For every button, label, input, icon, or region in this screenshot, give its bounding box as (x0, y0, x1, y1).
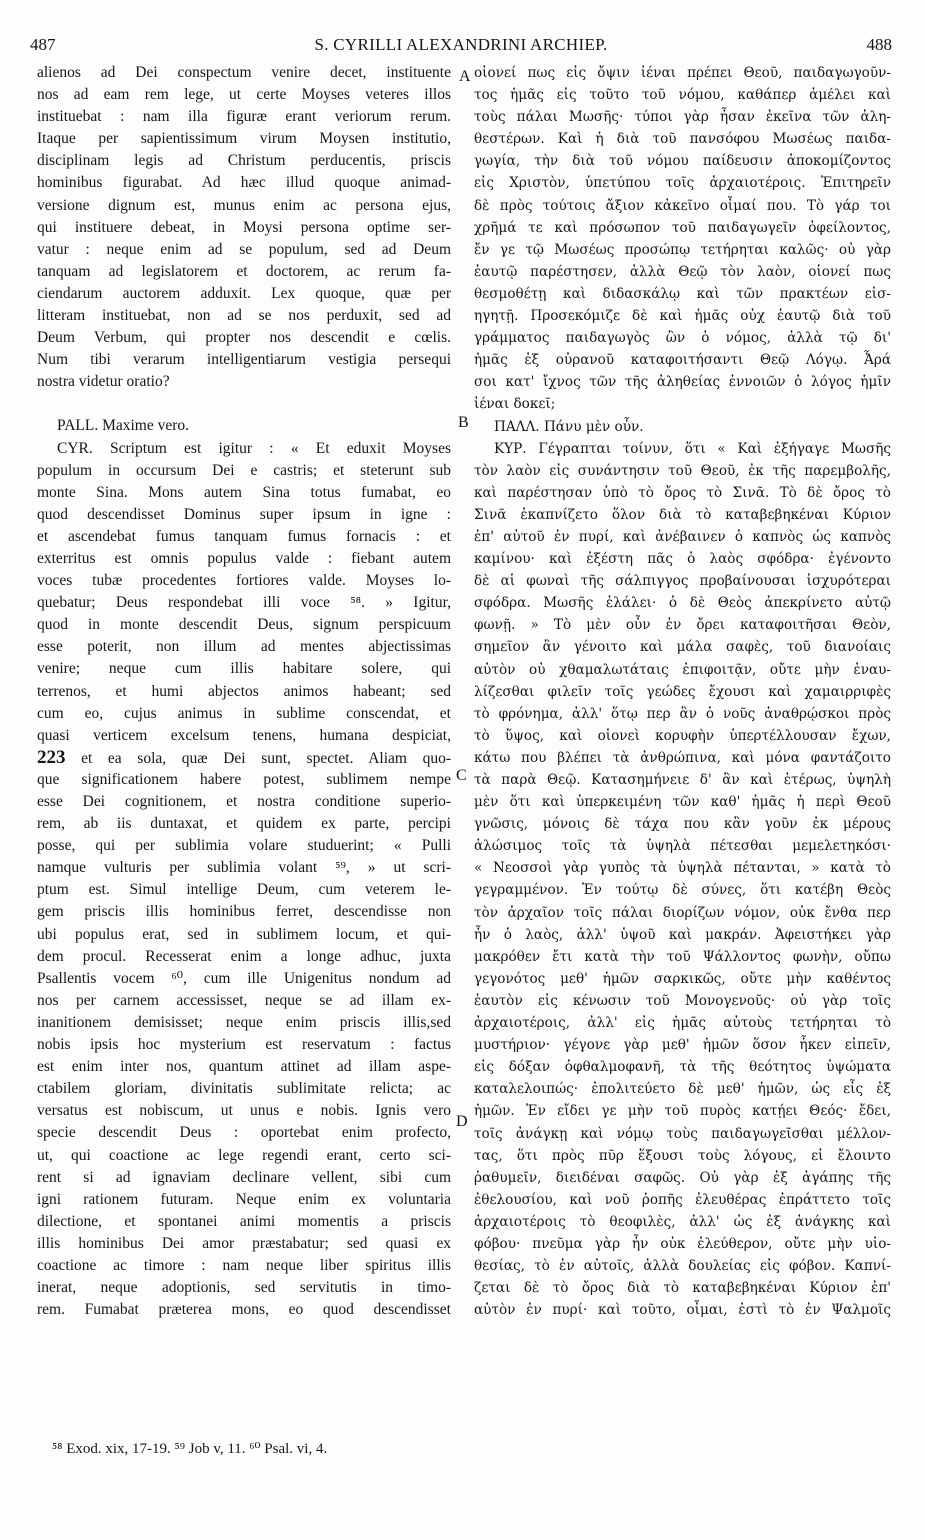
running-title: S. CYRILLI ALEXANDRINI ARCHIEP. (314, 35, 608, 54)
text-line: « Νεοσσοὶ γὰρ γυπὸς τὰ ὑψηλὰ πέτανται, » κατὰ τὸ (474, 860, 891, 877)
text-line: τὸ φρόνημα, ἀλλ' ὅτῳ περ ἂν ὁ νοῦς ἀναθρῴσκοι πρὸς (474, 705, 891, 722)
running-header (30, 34, 892, 56)
text-line: igni rationem futuram. Neque enim ex voluntaria (37, 1190, 451, 1208)
text-line: ηγητῇ. Προσεκόμιζε δὲ καὶ ἡμᾶς οὐχ ἑαυτῷ διὰ τοῦ (474, 308, 891, 325)
text-line: rem. Fumabat præterea mons, eo quod descendisset (37, 1301, 451, 1319)
text-line: ἐθελουσίου, καὶ νοῦ ῥοπῆς ἐλευθέρας ἐπράττετο τοῖς (474, 1191, 891, 1208)
text-line: ῥαθυμεῖν, διειδέναι σαφῶς. Οὐ γὰρ ἐξ ἀγάπης τῆς (474, 1169, 891, 1186)
text-line: monte Sina. Mons autem Sina totus fumabat, eo (37, 483, 451, 501)
text-line: φωνῇ. » Τὸ μὲν οὖν ἐν ὄρει καταφοιτῆσαι Θεὸν, (474, 617, 891, 634)
text-line: posse, qui per sublimia volare studuerint; « Pulli (37, 837, 451, 855)
margin-number-223: 223 (37, 746, 66, 768)
text-line: μακρόθεν ἔτι κατὰ τὴν τοῦ Ψάλλοντος φωνὴν, οὔπω (474, 948, 891, 965)
text-line: versatus est nobiscum, ut unus e nobis. Ignis vero (37, 1102, 451, 1120)
text-line: Deum Verbum, qui propter nos descendit e cœlis. (37, 329, 451, 347)
text-line: τας, ὅτι πρὸς πῦρ ἕξουσι τοὺς λόγους, εἰ ἔλοιντο (474, 1147, 891, 1164)
text-line: σημεῖον ἂν γένοιτο καὶ μάλα σαφὲς, τοῦ διανοίαις (474, 639, 891, 656)
paragraph-gap (37, 393, 451, 415)
section-marker-d: D (456, 1113, 468, 1130)
text-line: qui instituere debeat, in Moysi persona optime ser- (37, 218, 451, 236)
text-line: ἰέναι δοκεῖ; (474, 396, 556, 413)
text-line: δὲ πρὸς τούτοις ἄξιον κἀκεῖνο οἶμαί που. Τὸ γάρ τοι (474, 197, 891, 214)
text-line: χρῆμά τε καὶ πρόσωπον τοῦ παιδαγωγεῖν ὀφείλοντος, (474, 219, 891, 236)
text-line: Itaque per sapientissimum virum Moysen institutio, (37, 130, 451, 148)
text-line: ἡμᾶς ἐξ οὐρανοῦ καταφοιτήσαντι Θεῷ Λόγῳ. Ἆρά (474, 352, 891, 369)
speaker-line-pall-greek: ΠΑΛΛ. Πάνυ μὲν οὖν. (494, 418, 644, 435)
text-line: inerat, neque adoptionis, sed servitutis in timo- (37, 1279, 451, 1297)
text-line: quasi verticem excelsum tenens, humana despiciat, (37, 726, 451, 744)
text-line: ἀρχαιοτέροις τὸ θεοφιλὲς, ἀλλ' ὡς ἐξ ἀνάγκης καὶ (474, 1213, 891, 1230)
text-line: ζεται δὲ τὸ ὄρος διὰ τὸ καταβεβηκέναι Κύριον ἐπ' (474, 1280, 891, 1297)
text-line: ctabilem gloriam, divinitatis sublimitate relicta; ac (37, 1080, 451, 1098)
text-line: μὲν ὅτι καὶ ὑπερκειμένη τῶν καθ' ἡμᾶς ἡ περὶ Θεοῦ (474, 794, 891, 811)
text-line: καμίνου· καὶ ἐξέστη πᾶς ὁ λαὸς σφόδρα· ἐγένοντο (474, 551, 891, 568)
text-line: ἑαυτὸν εἰς κένωσιν τοῦ Μονογενοῦς· οὐ γὰρ τοῖς (474, 992, 891, 1009)
text-line: γωγία, τὴν διὰ τοῦ νόμου παίδευσιν ἀποκομίζοντος (474, 153, 891, 170)
text-line: τὰ παρὰ Θεῷ. Κατασημήνειε δ' ἂν καὶ ἑτέρως, ὑψηλὴ (474, 772, 891, 788)
text-line: θεσμοθέτῃ καὶ διδασκάλῳ καὶ τῶν πρακτέων εἰσ- (474, 285, 891, 302)
text-line: αὐτὸν οὐ χθαμαλωτάταις ἐπιφοιτᾷν, οὔτε μὴν ἐναυ- (474, 661, 891, 678)
section-marker-a: A (459, 68, 471, 85)
text-line: γνῶσις, μόνοις δὲ τάχα που κἂν γοῦν ἐκ μέρους (474, 816, 891, 833)
text-line: alienos ad Dei conspectum venire decet, instituente (37, 64, 451, 81)
text-line: hominibus figurabat. Ad hæc illud quoque animad- (37, 174, 451, 192)
text-line: disciplinam legis ad Christum perducentis, priscis (37, 152, 451, 170)
text-line: vatur : neque enim ad se populum, sed ad Deum (37, 240, 451, 258)
text-line: τὸν λαὸν εἰς συνάντησιν τοῦ Θεοῦ, ἐκ τῆς παρεμβολῆς, (474, 462, 891, 479)
text-line: ptum est. Simul intellige Deum, cum veterem le- (37, 881, 451, 899)
text-line: αὐτὸν ἐν πυρί· καὶ τοῦτο, οἶμαι, ἐστὶ τὸ ἐν Ψαλμοῖς (474, 1302, 891, 1319)
section-marker-c: C (456, 767, 467, 784)
text-line: nos ad eam rem lege, ut certe Moyses veteres illos (37, 86, 451, 104)
text-line: ἔν γε τῷ Μωσέως προσώπῳ τετήρηται καλῶς· οὐ γὰρ (474, 241, 891, 258)
text-line: τὸ ὕψος, καὶ οἱονεὶ κορυφὴν ὑπερτέλλουσαν ἔχων, (474, 727, 891, 744)
text-line: ubi populus erat, sed in sublimem locum, et qui- (37, 925, 451, 943)
text-line: CYR. Scriptum est igitur : « Et eduxit Moyses (57, 439, 451, 457)
text-line: Num tibi verarum intelligentiarum vestigia persequi (37, 351, 451, 369)
text-line: terrenos, et humi abjectos animos habeant; sed (37, 682, 451, 700)
text-line: τος ἡμᾶς εἰς τοῦτο τοῦ νόμου, καθάπερ ἀμέλει καὶ (474, 87, 891, 104)
text-line: versione dignum est, munus enim ac persona ejus, (37, 196, 451, 214)
text-line: inanitionem demisisset; neque enim priscis illis,sed (37, 1013, 451, 1031)
text-line: Σινᾶ ἐκαπνίζετο ὅλον διὰ τὸ καταβεβηκέναι Κύριον (474, 506, 891, 523)
text-line: σφόδρα. Μωσῆς ἐλάλει· ὁ δὲ Θεὸς ἀπεκρίνετο αὐτῷ (474, 595, 891, 612)
text-line: Psallentis vocem ⁶⁰, cum ille Unigenitus nondum ad (37, 969, 451, 987)
text-line: nostra videtur oratio? (37, 373, 170, 391)
text-line: ciendarum auctorem adduxit. Lex quoque, quæ per (37, 284, 451, 302)
text-line: τὸν ἀρχαῖον τοῖς πάλαι διορίζων νόμον, οὐκ ἔνθα περ (474, 904, 891, 921)
text-line: quod descendisset Dominus super ipsum in igne : (37, 505, 451, 523)
text-line: ἦν ὁ λαὸς, ἀλλ' ὑψοῦ καὶ μακράν. Ἀφειστήκει γὰρ (474, 926, 891, 943)
text-line: illis hominibus Dei amor præstabatur; sed quasi ex (37, 1234, 451, 1252)
text-line: ἁλώσιμος τοῖς τὰ ὑψηλὰ πέτεσθαι μεμελετηκόσι· (474, 838, 891, 855)
text-line: populum in occursum Dei e castris; et steterunt sub (37, 461, 451, 479)
greek-column (474, 62, 891, 1321)
text-line: τοῖς ἀνάγκῃ καὶ νόμῳ τοὺς παιδαγωγεῖσθαι μέλλον- (474, 1125, 891, 1142)
text-line: γεγραμμένον. Ἐν τούτῳ δὲ σύνες, ὅτι κατέβη Θεὸς (474, 882, 891, 899)
text-line: ut, qui coactione ac lege regendi erant, certo sci- (37, 1146, 451, 1164)
text-line: est enim inter nos, quantum attinet ad illam aspe- (37, 1058, 451, 1076)
text-line: ἐπ' αὐτοῦ ἐν πυρί, καὶ ἀνέβαινεν ὁ καπνὸς ὡς καπνὸς (474, 528, 891, 545)
text-line: γεγονότος μεθ' ἡμῶν σαρκικῶς, οὔτε μὴν καθέντος (474, 970, 891, 987)
text-line: dem procul. Recesserat enim a longe adhuc, juxta (37, 947, 451, 965)
text-line: σοι κατ' ἴχνος τῶν τῆς ἀληθείας ἐννοιῶν ὁ λόγος ἡμῖν (474, 374, 891, 391)
text-line: venire; neque cum illis habitare solere, qui (37, 660, 451, 678)
section-marker-b: B (458, 414, 469, 431)
text-line-223-text: et ea sola, quæ Dei sunt, spectet. Aliam quo- (81, 749, 451, 767)
text-line: κάτω που βλέπει τὰ ἀνθρώπινα, καὶ μόνα φαντάζοιτο (474, 749, 891, 766)
text-line: nos per carnem accessisset, neque se ad illam ex- (37, 991, 451, 1009)
page-number-right: 488 (866, 35, 892, 54)
latin-column (37, 62, 451, 1321)
greek-paragraph-2 (474, 438, 891, 1322)
text-line-223 (37, 747, 451, 769)
latin-paragraph-1 (37, 62, 451, 393)
text-line: cum eo, cujus animus in sublime conscendat, et (37, 704, 451, 722)
text-line: voces tubæ procedentes fortiores valde. Moyses lo- (37, 572, 451, 590)
greek-paragraph-1 (474, 62, 891, 416)
text-line: gem priscis illis hominibus ferret, descendisse non (37, 903, 451, 921)
text-line: namque vulturis per sublimia volant ⁵⁹, » ut scri- (37, 859, 451, 877)
text-line: μυστήριον· γέγονε γὰρ μεθ' ἡμῶν ὅσον ἧκεν εἰπεῖν, (474, 1037, 891, 1054)
speaker-line-pall: PALL. Maxime vero. (57, 417, 190, 435)
text-line: exterritus est omnis populus valde : fiebant autem (37, 549, 451, 567)
text-line: et ascendebat fumus tanquam fumus fornacis : et (37, 527, 451, 545)
text-line: quebatur; Deus respondebat illi voce ⁵⁸. » Igitur, (37, 594, 451, 612)
text-line: esse Dei cognitionem, et nostra conditione superio- (37, 793, 451, 810)
text-line: λίζεσθαι φιλεῖν τοῖς γεώδες ἔχουσι καὶ χαμαιρριφὲς (474, 683, 891, 700)
text-line: δὲ αἱ φωναὶ τῆς σάλπιγγος προβαίνουσαι ἰσχυρότεραι (474, 573, 891, 590)
text-line: καὶ παρέστησαν ὑπὸ τὸ ὄρος τὸ Σινᾶ. Τὸ δὲ ὄρος τὸ (474, 484, 891, 501)
text-line: coactione ac timore : nam neque liber spiritus illis (37, 1256, 451, 1274)
text-line: καταλελοιπώς· ἐπολιτεύετο δὲ μεθ' ἡμῶν, ὡς εἷς ἐξ (474, 1081, 891, 1098)
text-line: dilectione, et spontanei animi momentis a priscis (37, 1212, 451, 1230)
text-line: rent si ad ignaviam declinare vellent, sibi cum (37, 1168, 451, 1186)
text-line: εἰς δόξαν ὀφθαλμοφανῆ, τὰ τῆς θεότητος ὑψώματα (474, 1059, 891, 1076)
text-line: ἀρχαιοτέροις, ἀλλ' εἰς ἡμᾶς αὐτοὺς τετήρηται τὸ (474, 1015, 891, 1032)
text-line: rem, ab iis duntaxat, et quidem ex parte, percipi (37, 815, 451, 833)
text-line: ΚΥΡ. Γέγραπται τοίνυν, ὅτι « Καὶ ἐξήγαγε Μωσῆς (494, 440, 891, 457)
text-line: esse poterit, non illum ad mentes abjectissimas (37, 638, 451, 656)
text-line: nobis ipsis hoc mysterium est reservatum : factus (37, 1036, 451, 1054)
text-line: quod in monte descendit Deus, signum perspicuum (37, 616, 451, 634)
text-line: θεστέρων. Καὶ ἡ διὰ τοῦ πανσόφου Μωσέως παιδα- (474, 131, 891, 148)
text-line: τοὺς πάλαι Μωσῆς· τύποι γὰρ ἦσαν ἐκεῖνα τῶν ἀλη- (474, 109, 891, 126)
page-number-left: 487 (30, 35, 56, 54)
text-line: litteram instituebat, non ad se nos perduxit, sed ad (37, 307, 451, 325)
footnotes: ⁵⁸ Exod. xix, 17-19. ⁵⁹ Job v, 11. ⁶⁰ Psal. vi, 4. (52, 1441, 328, 1457)
text-line: specie descendit Deus : oportebat enim profecto, (37, 1124, 451, 1142)
text-line: εἰς Χριστὸν, ὑπετύπου τοῖς ἀρχαιοτέροις. Ἐπιτηρεῖν (474, 175, 891, 192)
text-line: tanquam ad legislatorem et doctorem, ac rerum fa- (37, 262, 451, 280)
text-line: οἱονεί πως εἰς ὄψιν ἰέναι πρέπει Θεοῦ, παιδαγωγοῦν- (474, 65, 891, 81)
text-line: θεσίας, τὸ ἐν αὐτοῖς, ἀλλὰ δουλείας εἰς φόβον. Καπνί- (474, 1258, 891, 1275)
text-line: ἑαυτῷ παρέστησεν, ἀλλὰ Θεῷ τὸν λαὸν, οἱονεί πως (474, 263, 891, 280)
text-line: que significationem habere potest, sublimem nempe (37, 770, 451, 788)
text-line: instituebat : nam illa figuræ erant veriorum rerum. (37, 108, 451, 126)
text-line: φόβου· πνεῦμα γὰρ ἦν οὐκ ἐλεύθερον, οὔτε μὴν υἱο- (474, 1235, 891, 1252)
text-line: ἡμῶν. Ἐν εἴδει γε μὴν τοῦ πυρὸς κατῄει Θεός· ἔδει, (474, 1103, 891, 1120)
latin-paragraph-2 (37, 438, 451, 1322)
text-line: γράμματος παιδαγωγὸς ὢν ὁ νόμος, ἀλλὰ τῷ δι' (474, 330, 891, 347)
